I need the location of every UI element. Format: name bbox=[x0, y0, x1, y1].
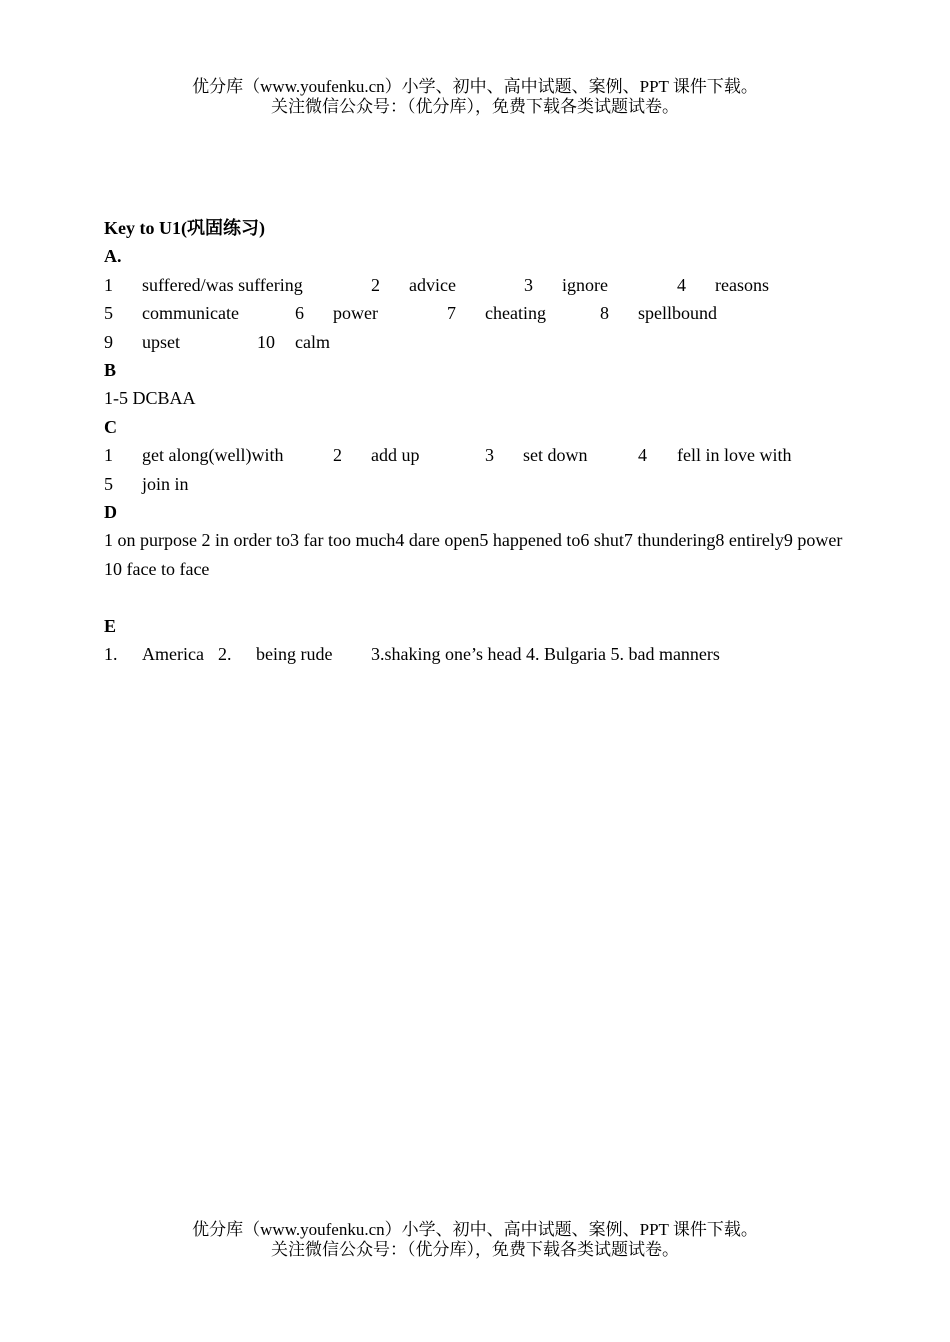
item-number: 4 bbox=[677, 274, 686, 295]
section-a-row-1 bbox=[104, 271, 849, 299]
item-number: 3 bbox=[485, 445, 494, 466]
item-answer: join in bbox=[142, 473, 189, 494]
item-answer: spellbound bbox=[638, 303, 717, 324]
section-c-row-1 bbox=[104, 441, 849, 469]
section-e-label: E bbox=[104, 615, 117, 636]
footer-line-1: 优分库（www.youfenku.cn）小学、初中、高中试题、案例、PPT 课件下载。 bbox=[192, 1220, 758, 1239]
section-c-row-2 bbox=[104, 470, 849, 498]
item-number: 5 bbox=[104, 303, 113, 324]
item-number: 2 bbox=[333, 445, 342, 466]
section-b-label: B bbox=[104, 359, 117, 380]
section-a-label: A. bbox=[104, 246, 122, 267]
item-number: 10 bbox=[257, 331, 275, 352]
section-a-row-3 bbox=[104, 328, 849, 356]
section-e-row bbox=[104, 640, 849, 668]
item-number: 1 bbox=[104, 445, 113, 466]
item-answer: calm bbox=[295, 331, 330, 352]
item-number: 9 bbox=[104, 331, 113, 352]
header-line-2: 关注微信公众号：（优分库），免费下载各类试题试卷。 bbox=[271, 97, 679, 116]
item-number: 4 bbox=[638, 445, 647, 466]
item-answer: reasons bbox=[715, 274, 769, 295]
page-footer bbox=[0, 1220, 950, 1260]
section-c-label: C bbox=[104, 416, 117, 437]
section-a-row-2 bbox=[104, 299, 849, 327]
section-b-answer: 1-5 DCBAA bbox=[104, 388, 196, 409]
item-answer: get along(well)with bbox=[142, 445, 284, 466]
item-answer: being rude bbox=[256, 643, 333, 664]
item-answer: fell in love with bbox=[677, 445, 792, 466]
footer-line-2: 关注微信公众号：（优分库），免费下载各类试题试卷。 bbox=[271, 1240, 679, 1259]
item-answer: ignore bbox=[562, 274, 608, 295]
doc-title: Key to U1(巩固练习) bbox=[104, 218, 265, 238]
section-d-answers: 1 on purpose 2 in order to3 far too much4 dare open5 happened to6 shut7 thundering8 entirely9 power10 face to face bbox=[104, 530, 843, 579]
item-answer: power bbox=[333, 303, 378, 324]
page-header bbox=[0, 77, 950, 117]
header-line-1: 优分库（www.youfenku.cn）小学、初中、高中试题、案例、PPT 课件下载。 bbox=[192, 77, 758, 96]
item-answer: America bbox=[142, 643, 204, 664]
item-answer: suffered/was suffering bbox=[142, 274, 303, 295]
item-answer: upset bbox=[142, 331, 180, 352]
item-number: 2. bbox=[218, 643, 232, 664]
item-number: 2 bbox=[371, 274, 380, 295]
item-number: 8 bbox=[600, 303, 609, 324]
item-answer: add up bbox=[371, 445, 420, 466]
blank-line bbox=[104, 583, 849, 611]
item-number: 5 bbox=[104, 473, 113, 494]
item-number: 6 bbox=[295, 303, 304, 324]
item-answer: set down bbox=[523, 445, 588, 466]
item-answer: communicate bbox=[142, 303, 239, 324]
section-d-label: D bbox=[104, 501, 117, 522]
item-answer: advice bbox=[409, 274, 456, 295]
item-answer: cheating bbox=[485, 303, 546, 324]
answer-key bbox=[104, 214, 849, 668]
item-number: 7 bbox=[447, 303, 456, 324]
item-number: 1. bbox=[104, 643, 118, 664]
item-number: 3 bbox=[524, 274, 533, 295]
item-answer: 3.shaking one’s head 4. Bulgaria 5. bad manners bbox=[371, 643, 720, 664]
item-number: 1 bbox=[104, 274, 113, 295]
